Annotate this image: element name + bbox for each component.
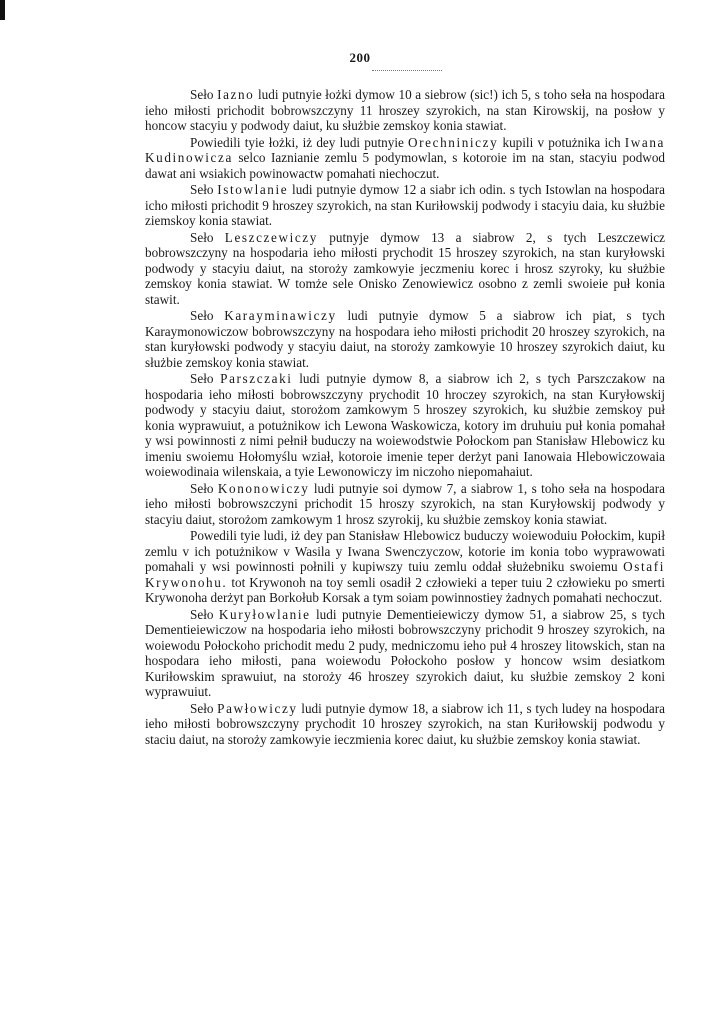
- paragraph-text: ludi putnyie dymow 5 a siabrow ich piat, s tych Karaymonowiczow bobrowszczyny na hospodara ieho miłosti prichodit 20 hroszey szyrokich, na stan kuryłowski podwody y stacyiu daiut, na storoży zamkowyie 10 hroszey szyrokich daiut, ku służbie zemskoy konia stawiat.: [145, 308, 666, 370]
- paragraph-text: tot Krywonoh na toy semli osadił 2 człowieki a teper tuiu 2 człowieku po smerti Krywonoha derżyt pan Borkołub Korsak a tym soiam powinnostiey żadnych pomahati nechoczut.: [145, 574, 665, 605]
- document-body: [145, 87, 665, 748]
- paragraph-text: ludi putnyie dymow 18, a siabrow ich 11, s tych ludey na hospodara ieho miłosti bobrowszczyny prychodit 10 hroszey szyrokich, na stan Kuriłowskij podwodu y staciu daiut, na storoży zamkowyie ieczmienia korec daiut, ku służbie zemskoy konia stawiat.: [145, 700, 666, 747]
- village-name: Leszczewiczy: [224, 229, 318, 245]
- village-prefix: Seło: [190, 182, 214, 197]
- paragraph-text: kupili v potużnika ich: [502, 134, 621, 150]
- paragraph-pawłowiczy: [145, 701, 665, 748]
- village-prefix: Seło: [190, 229, 214, 245]
- village-name: Kononowiczy: [217, 480, 310, 496]
- village-prefix: Seło: [190, 606, 214, 622]
- village-prefix: Seło: [190, 700, 214, 716]
- paragraph-iazno: [145, 87, 665, 134]
- paragraph-istowlanie: [145, 182, 665, 229]
- person-name: Iwana Kudinowicza: [145, 134, 665, 165]
- paragraph-karayminawiczy: [145, 308, 665, 370]
- paragraph-text: putnyje dymow 13 a siabrow 2, s tych Leszczewicz bobrowszczyny na hospodaria ieho miłosti prychodit 15 hroszey szyrokich, na stan kuryłowski podwody y stacyiu daiut, na storoży zamkowyie jeczmeniu korec i hrosz szyroky, ku służbie zemskoy konia stawiat. W tomże sele Onisko Zenowiewicz osobno z zemli swoieie puł konia stawit.: [145, 229, 665, 307]
- village-name: Kuryłowlanie: [218, 606, 311, 622]
- paragraph-kononowiczy: [145, 481, 665, 528]
- village-prefix: Seło: [190, 480, 214, 496]
- paragraph-text: selco Iaznianie zemlu 5 podymowlan, s kotoroie im na stan, stacyiu podwod dawat ani wsiakich powinowactw pomahati niechoczut.: [145, 150, 666, 181]
- village-name: Parszczaki: [220, 371, 293, 386]
- paragraph-text: ludi putnyie dymow 12 a siabr ich odin. s tych Istowlan na hospodara icho miłosti prichodit 9 hroszey szyrokich, na stan Kuriłowskij podwody i stacyiu daia, ku służbie ziemskoy konia stawiat.: [145, 182, 666, 228]
- page-number: 200: [349, 50, 371, 65]
- paragraph-krywonoh: [145, 528, 665, 606]
- person-name: Ostafi Krywonohu.: [145, 559, 665, 590]
- page-number-rule: [372, 70, 442, 71]
- paragraph-text: ludi putnyie Dementieiewiczy dymow 51, a siabrow 25, s tych Dementieiewiczow na hospodaria ieho miłosti bobrowszczyny prichodit 9 hroszey szyrokich, na woiewodu Połockoho prichodit medu 2 pudy, medniczomu ieho puł 4 hroszey litowskich, stan na hospodara ieho miłosti, pana woiewodu Połockoho posłow y honcow wsim desiatkom Kuriłowskim sprawuiut, na storoży 46 hroszey szyrokich daiut, ku służbie zemskoy 2 koni wyprawuiut.: [145, 606, 666, 699]
- village-prefix: Seło: [190, 371, 214, 386]
- scan-edge-mark: [0, 0, 5, 20]
- village-prefix: Seło: [190, 87, 214, 102]
- paragraph-kuryłowlanie: [145, 607, 665, 700]
- paragraph-orechniniczy: [145, 135, 665, 182]
- village-prefix: Seło: [190, 308, 214, 323]
- village-name: Pawłowiczy: [217, 700, 298, 716]
- village-name: Iazno: [217, 87, 255, 102]
- village-name: Karayminawiczy: [224, 308, 337, 323]
- paragraph-leszczewiczy: [145, 230, 665, 308]
- paragraph-parszczaki: [145, 371, 665, 480]
- village-name: Istowlanie: [217, 182, 289, 197]
- paragraph-text: ludi putnyie łożki dymow 10 a siebrow (sic!) ich 5, s toho seła na hospodara ieho miłosti prichodit bobrowszczyny 11 hroszey szyrokich, na stan Kirowskij, na posłow y honcow stacyiu y podwody daiut, ku służbie zemskoy konia stawiat.: [145, 87, 666, 133]
- paragraph-text: ludi putnyie soi dymow 7, a siabrow 1, s toho seła na hospodara ieho miłosti bobrowszczyni prichodit 15 hroszy szyrokich, na stan Kuryłowskij podwody y stacyiu daiut, storożom zamkowym 1 hrosz szyrokij, ku służbie zemskoy konia stawiat.: [145, 480, 666, 527]
- paragraph-lead: Powiedili tyie łożki, iż dey ludi putnyie: [190, 134, 404, 150]
- village-name: Orechniniczy: [408, 134, 499, 150]
- paragraph-lead: Powedili tyie ludi, iż dey pan Stanisław Hlebowicz buduczy woiewoduiu Połockim, kupił zemlu v ich potużnikow v Wasila y Iwana Swenczyczow, kotorie im konia tobo wyprawowati pomahali y wsi powinnosti połnili y kupiwszy tuiu zemlu oddał służebniku swoiemu: [145, 528, 665, 574]
- paragraph-text: ludi putnyie dymow 8, a siabrow ich 2, s tych Parszczakow na hospodaria ieho miłosti bobrowszczyny prychodit 10 hroczey szyrokich, na stan Kuryłowskij podwody y stacyiu daiut, storożom zamkowym 5 hroszey szyrokich, ku służbie zemskoy puł konia wyprawuiut, a potużnikow ich Lewona Waskowicza, kotory im druhuiu puł konia pomahał y wsi powinnosti z nimi pełnił buduczy na woiewodstwie Połockom pan Stanisław Hlebowicz ku imeniu swoiemu Hołomyślu wział, kotoroie imenie teper derżyt pani Ianowaia Hlebowiczowaia woiewodinaia wilenskaia, a tyie Lewonowiczy im niczoho niepomahaiut.: [145, 371, 666, 479]
